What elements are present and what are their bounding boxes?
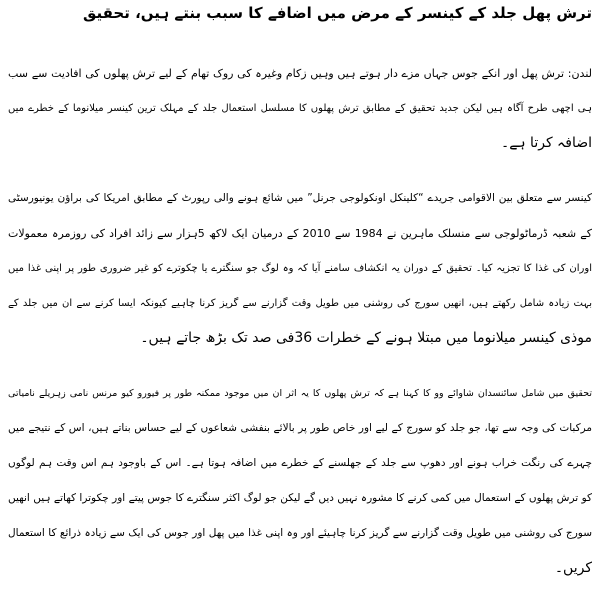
paragraph-line: موذی کینسر میلانوما میں مبتلا ہونے کے خطرات 36فی صد تک بڑھ جاتے ہیں۔ bbox=[140, 330, 592, 346]
article-paragraph-study bbox=[8, 181, 592, 356]
paragraph-line: کو ترش پھلوں کے استعمال میں کمی کرنے کا مشورہ نہیں دیں گے لیکن جو لوگ اکثر سنگترے کا جوس پیتے اور چکوترا کھاتے ہیں انھیں bbox=[8, 492, 592, 504]
paragraph-line: بہت زیادہ شامل رکھتے ہیں، انھیں سورج کی روشنی میں طویل وقت گزارنے سے گریز کرنا چاہیے کیونکہ ایسا کرنے سے ان میں جلد کے bbox=[8, 298, 592, 309]
article-title: ترش پھل جلد کے کینسر کے مرض میں اضافے کا سبب بنتے ہیں، تحقیق bbox=[82, 4, 592, 22]
paragraph-line: ہی اچھی طرح آگاہ ہیں لیکن جدید تحقیق کے مطابق ترش پھلوں کا مسلسل استعمال جلد کے مہلک ترین کینسر میلانوما کے خطرے میں bbox=[8, 103, 592, 114]
paragraph-line: کے شعبہ ڈرماٹولوجی سے منسلک ماہرین نے 1984 سے 2010 کے درمیان ایک لاکھ 5ہزار سے زائد افراد کی روزمرہ معمولات bbox=[8, 227, 592, 240]
paragraph-line: مرکبات کی وجہ سے تھا، جو جلد کو سورج کے لیے اور خاص طور پر بالائے بنفشی شعاعوں کے لیے حساس بناتے ہیں، اس کے نتیجے میں bbox=[8, 422, 592, 434]
paragraph-line: کریں۔ bbox=[554, 560, 592, 576]
paragraph-line: اوران کی غذا کا تجزیہ کیا۔ تحقیق کے دوران یہ انکشاف سامنے آیا کہ وہ لوگ جو سنگترے یا چکوترے کو غیر ضروری طور پر اپنی غذا میں bbox=[8, 263, 592, 274]
paragraph-line: لندن: ترش پھل اور انکے جوس جہاں مزے دار ہوتے ہیں وہیں زکام وغیرہ کی روک تھام کے لیے ترش پھلوں کی افادیت سے سب bbox=[8, 67, 592, 80]
paragraph-line: چہرے کی رنگت خراب ہونے اور دھوپ سے جلد کے جھلسنے کے خطرے میں اضافہ ہوتا ہے۔ اس کے باوجود ہم اس وقت ہم لوگوں bbox=[8, 457, 592, 469]
article-paragraph-researcher-quote bbox=[8, 376, 592, 586]
paragraph-line: سورج کی روشنی میں طویل وقت گزارنے سے گریز کرنا چاہیئے اور وہ اپنی غذا میں پھل اور جوس کی ایک سے زیادہ ذرائع کا استعمال bbox=[8, 527, 592, 539]
paragraph-line: کینسر سے متعلق بین الاقوامی جریدے “کلینکل اونکولوجی جرنل” میں شائع ہونے والی رپورٹ کے مطابق امریکا کی براؤن یونیورسٹی bbox=[8, 192, 592, 204]
paragraph-line: اضافہ کرتا ہے۔ bbox=[501, 135, 592, 151]
article-paragraph-intro bbox=[8, 56, 592, 161]
paragraph-line: تحقیق میں شامل سائنسدان شاوائے وو کا کہنا ہے کہ ترش پھلوں کا یہ اثر ان میں موجود ممکنہ طور پر فیورو کیو مرنس نامی زہریلے نامیاتی bbox=[8, 388, 592, 399]
